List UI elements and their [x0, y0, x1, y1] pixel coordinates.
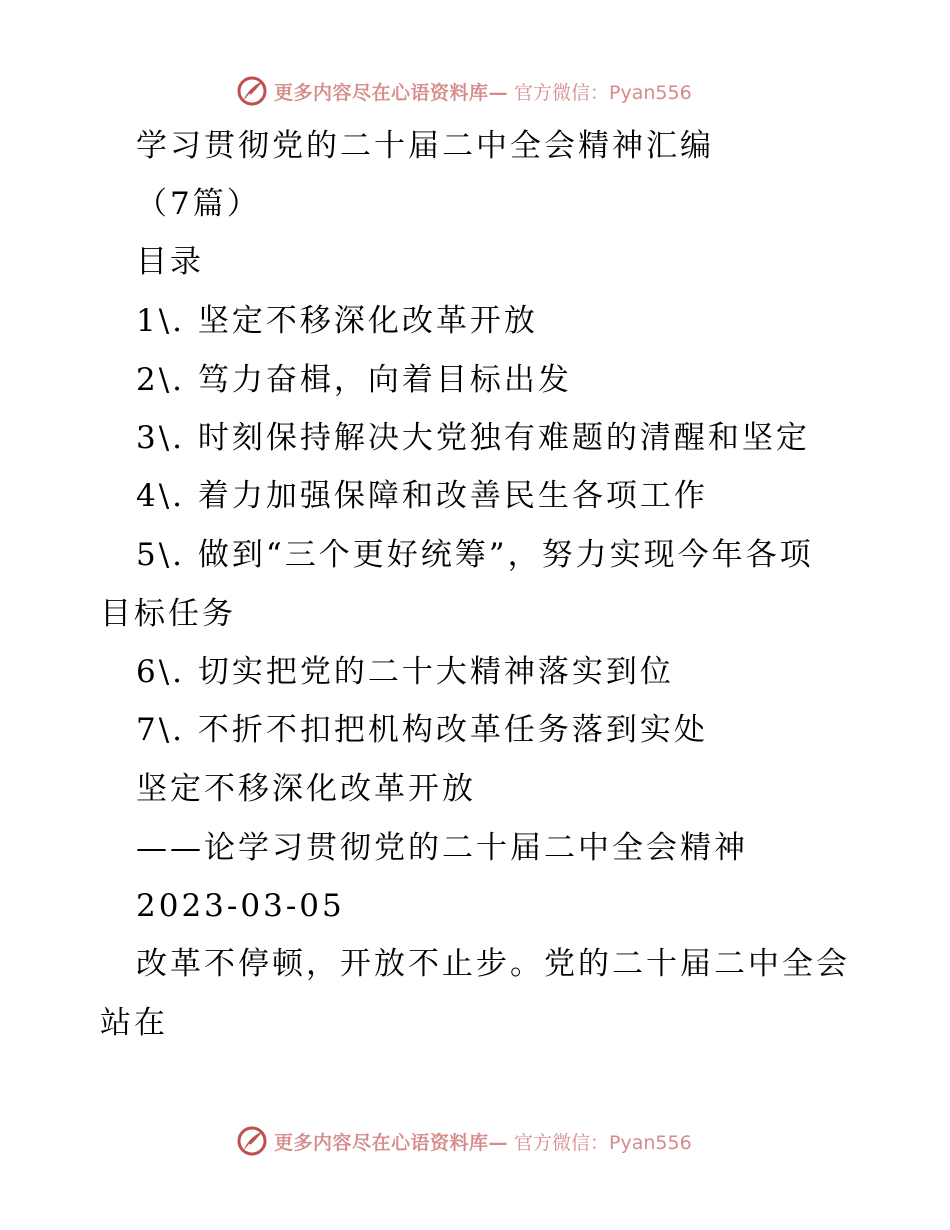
article-subtitle: ——论学习贯彻党的二十届二中全会精神: [136, 830, 748, 866]
article-date: 2023-03-05: [136, 888, 345, 924]
document-title: 学习贯彻党的二十届二中全会精神汇编: [136, 128, 714, 164]
quill-logo-icon: [236, 75, 268, 107]
document-subtitle: （7篇）: [136, 186, 261, 222]
watermark-wechat-text: 官方微信：Pyan556: [514, 1131, 692, 1154]
article-title: 坚定不移深化改革开放: [136, 771, 476, 807]
toc-item-5-continued: 目标任务: [100, 596, 236, 632]
watermark-site-text: 更多内容尽在心语资料库—: [274, 1131, 509, 1154]
watermark-wechat-text: 官方微信：Pyan556: [514, 81, 692, 104]
toc-heading: 目录: [136, 244, 204, 280]
toc-item-2: 2\. 笃力奋楫，向着目标出发: [136, 362, 572, 398]
toc-item-6: 6\. 切实把党的二十大精神落实到位: [136, 654, 674, 690]
header-watermark: [236, 74, 692, 108]
toc-item-1: 1\. 坚定不移深化改革开放: [136, 303, 538, 339]
watermark-site-text: 更多内容尽在心语资料库—: [274, 81, 509, 104]
footer-watermark: [236, 1124, 692, 1158]
toc-item-7: 7\. 不折不扣把机构改革任务落到实处: [136, 712, 708, 748]
quill-logo-icon: [236, 1125, 268, 1157]
toc-item-5: 5\. 做到“三个更好统筹”，努力实现今年各项: [136, 537, 814, 573]
article-paragraph-line-2: 站在: [100, 1005, 168, 1041]
article-paragraph-line-1: 改革不停顿，开放不止步。党的二十届二中全会: [136, 946, 850, 982]
toc-item-3: 3\. 时刻保持解决大党独有难题的清醒和坚定: [136, 420, 810, 456]
toc-item-4: 4\. 着力加强保障和改善民生各项工作: [136, 478, 708, 514]
